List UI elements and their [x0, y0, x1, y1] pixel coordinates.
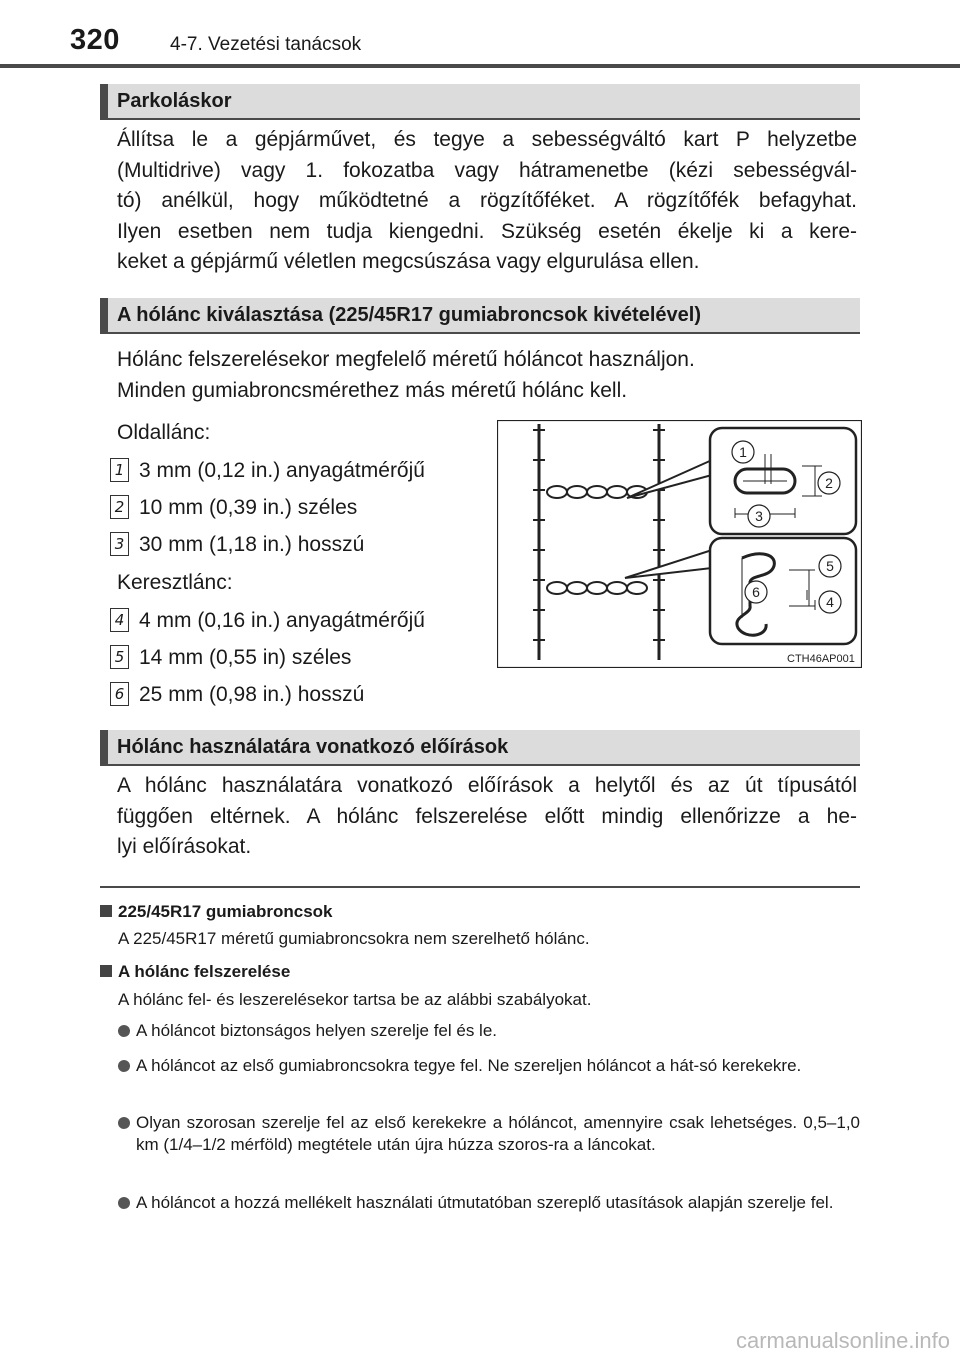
- note-text: A 225/45R17 méretű gumiabroncsokra nem szerelhető hólánc.: [118, 929, 590, 948]
- callout-3: 3: [755, 508, 763, 524]
- callout-4: 4: [826, 594, 834, 610]
- square-bullet-icon: [100, 965, 112, 977]
- spec-item: 3 30 mm (1,18 in.) hosszú: [110, 532, 364, 557]
- cross-chain-label: Keresztlánc:: [117, 571, 233, 594]
- bullet-dot-icon: [118, 1117, 130, 1129]
- parking-paragraph: Állítsa le a gépjárművet, és tegye a sebességváltó kart P helyzetbe (Multidrive) vagy 1. fokozatba vagy hátramenetbe (kézi sebességvál- tó) anélkül, hogy működtetné a rögzítőféket. A rögzítőfék befagyhat. Ilyen esetben nem tudja kiengedni. Szükség esetén ékelje ki a kere- keket a gépjármű véletlen megcsúszása vagy elgurulása ellen.: [117, 128, 857, 273]
- section-heading-parking: Parkoláskor: [100, 84, 860, 120]
- callout-number: 6: [110, 682, 129, 706]
- section-heading-chain-selection: A hólánc kiválasztása (225/45R17 gumiabroncsok kivételével): [100, 298, 860, 334]
- regulations-paragraph: A hólánc használatára vonatkozó előírások a helytől és az út típusától függően eltérnek. A hólánc felszerelése előtt mindig ellenőrizze a he- lyi előírásokat.: [117, 774, 857, 858]
- spec-item: 6 25 mm (0,98 in.) hosszú: [110, 682, 364, 707]
- bullet-dot-icon: [118, 1060, 130, 1072]
- note-title: 225/45R17 gumiabroncsok: [100, 902, 332, 922]
- callout-number: 1: [110, 458, 129, 482]
- list-item: A hóláncot a hozzá mellékelt használati útmutatóban szereplő utasítások alapján szerelje fel.: [118, 1192, 860, 1214]
- watermark: carmanualsonline.info: [735, 1328, 950, 1353]
- list-item: Olyan szorosan szerelje fel az első kerekekre a hóláncot, amennyire csak lehetséges. 0,5–1,0 km (1/4–1/2 mérföld) megtétele után újra húzza szoros-ra a láncokat.: [118, 1112, 860, 1156]
- page-number: 320: [70, 24, 120, 56]
- callout-2: 2: [825, 475, 833, 491]
- callout-6: 6: [752, 584, 760, 600]
- square-bullet-icon: [100, 905, 112, 917]
- callout-number: 4: [110, 608, 129, 632]
- callout-number: 3: [110, 532, 129, 556]
- header-rule: [0, 64, 960, 68]
- spec-item: 5 14 mm (0,55 in) széles: [110, 645, 351, 670]
- callout-number: 2: [110, 495, 129, 519]
- selection-line-1: Hólánc felszerelésekor megfelelő méretű hóláncot használjon.: [117, 348, 695, 371]
- bullet-dot-icon: [118, 1197, 130, 1209]
- snow-chain-figure: [497, 420, 862, 668]
- note-title: A hólánc felszerelése: [100, 962, 290, 982]
- bullet-dot-icon: [118, 1025, 130, 1037]
- detail-box-cross-link: [710, 538, 856, 644]
- selection-line-2: Minden gumiabroncsmérethez más méretű hólánc kell.: [117, 379, 628, 402]
- notes-rule: [100, 886, 860, 888]
- spec-item: 2 10 mm (0,39 in.) széles: [110, 495, 357, 520]
- list-item: A hóláncot az első gumiabroncsokra tegye fel. Ne szereljen hóláncot a hát-só kerekekre.: [118, 1055, 860, 1077]
- spec-item: 4 4 mm (0,16 in.) anyagátmérőjű: [110, 608, 425, 633]
- figure-code: CTH46AP001: [787, 653, 855, 665]
- note-text: A hólánc fel- és leszerelésekor tartsa be az alábbi szabályokat.: [118, 990, 592, 1009]
- callout-1: 1: [739, 444, 747, 460]
- chapter-title: 4-7. Vezetési tanácsok: [170, 34, 362, 55]
- callout-5: 5: [826, 558, 834, 574]
- list-item: A hóláncot biztonságos helyen szerelje fel és le.: [118, 1020, 860, 1042]
- section-heading-regulations: Hólánc használatára vonatkozó előírások: [100, 730, 860, 766]
- spec-item: 1 3 mm (0,12 in.) anyagátmérőjű: [110, 458, 425, 483]
- side-chain-label: Oldallánc:: [117, 421, 211, 444]
- callout-number: 5: [110, 645, 129, 669]
